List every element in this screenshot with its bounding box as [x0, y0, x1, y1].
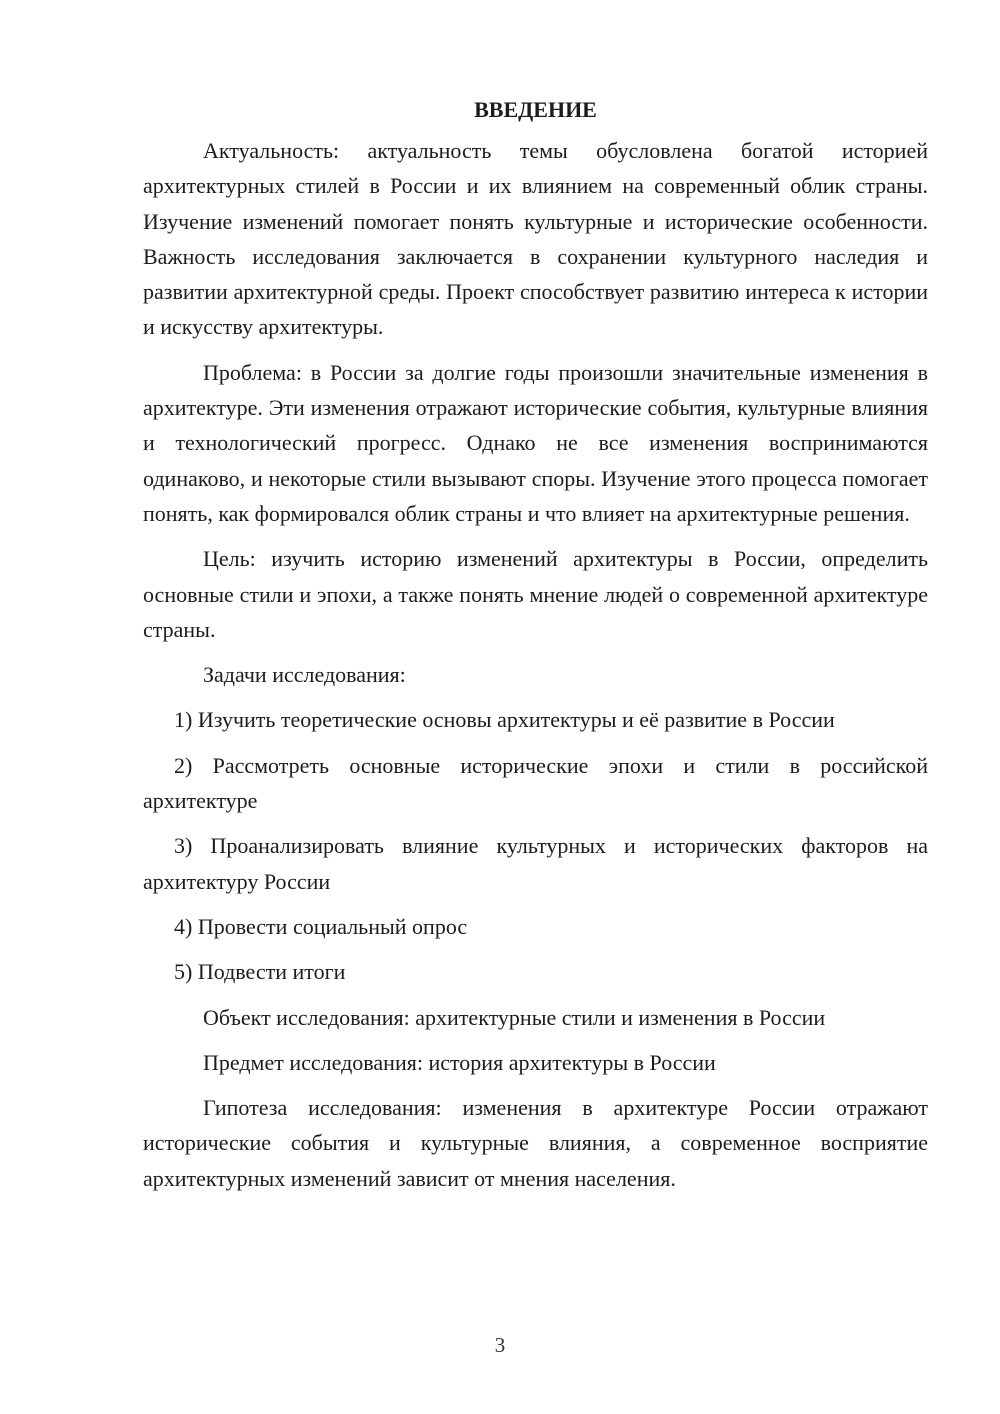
- hypothesis-paragraph: Гипотеза исследования: изменения в архитектуре России отражают исторические события и культурные влияния, а современное восприятие архитектурных изменений зависит от мнения населения.: [143, 1095, 928, 1191]
- page-title: ВВЕДЕНИЕ: [474, 97, 597, 122]
- document-page: [143, 92, 928, 1206]
- problem-paragraph: Проблема: в России за долгие годы произошли значительные изменения в архитектуре. Эти изменения отражают исторические события, культурные влияния и технологический прогресс. Однако не все изменения воспринимаются одинаково, и некоторые стили вызывают споры. Изучение этого процесса помогает понять, как формировался облик страны и что влияет на архитектурные решения.: [143, 359, 928, 526]
- task-item-4: 4) Провести социальный опрос: [174, 913, 468, 939]
- relevance-paragraph: Актуальность: актуальность темы обусловлена богатой историей архитектурных стилей в России и их влиянием на современный облик страны. Изучение изменений помогает понять культурные и исторические особенности. Важность исследования заключается в сохранении культурного наследия и развитии архитектурной среды. Проект способствует развитию интереса к истории и искусству архитектуры.: [143, 138, 928, 340]
- tasks-heading: Задачи исследования:: [203, 662, 406, 688]
- task-item-3: 3) Проанализировать влияние культурных и исторических факторов на архитектуру России: [143, 833, 928, 894]
- task-item-1: 1) Изучить теоретические основы архитектуры и её развитие в России: [174, 707, 835, 733]
- task-item-2: 2) Рассмотреть основные исторические эпохи и стили в российской архитектуре: [143, 752, 928, 814]
- subject-paragraph: Предмет исследования: история архитектуры в России: [203, 1049, 716, 1075]
- goal-paragraph: Цель: изучить историю изменений архитектуры в России, определить основные стили и эпохи, а также понять мнение людей о современной архитектуре страны.: [143, 546, 928, 642]
- object-paragraph: Объект исследования: архитектурные стили и изменения в России: [203, 1004, 826, 1030]
- task-item-5: 5) Подвести итоги: [174, 959, 346, 985]
- page-number: 3: [494, 1333, 506, 1357]
